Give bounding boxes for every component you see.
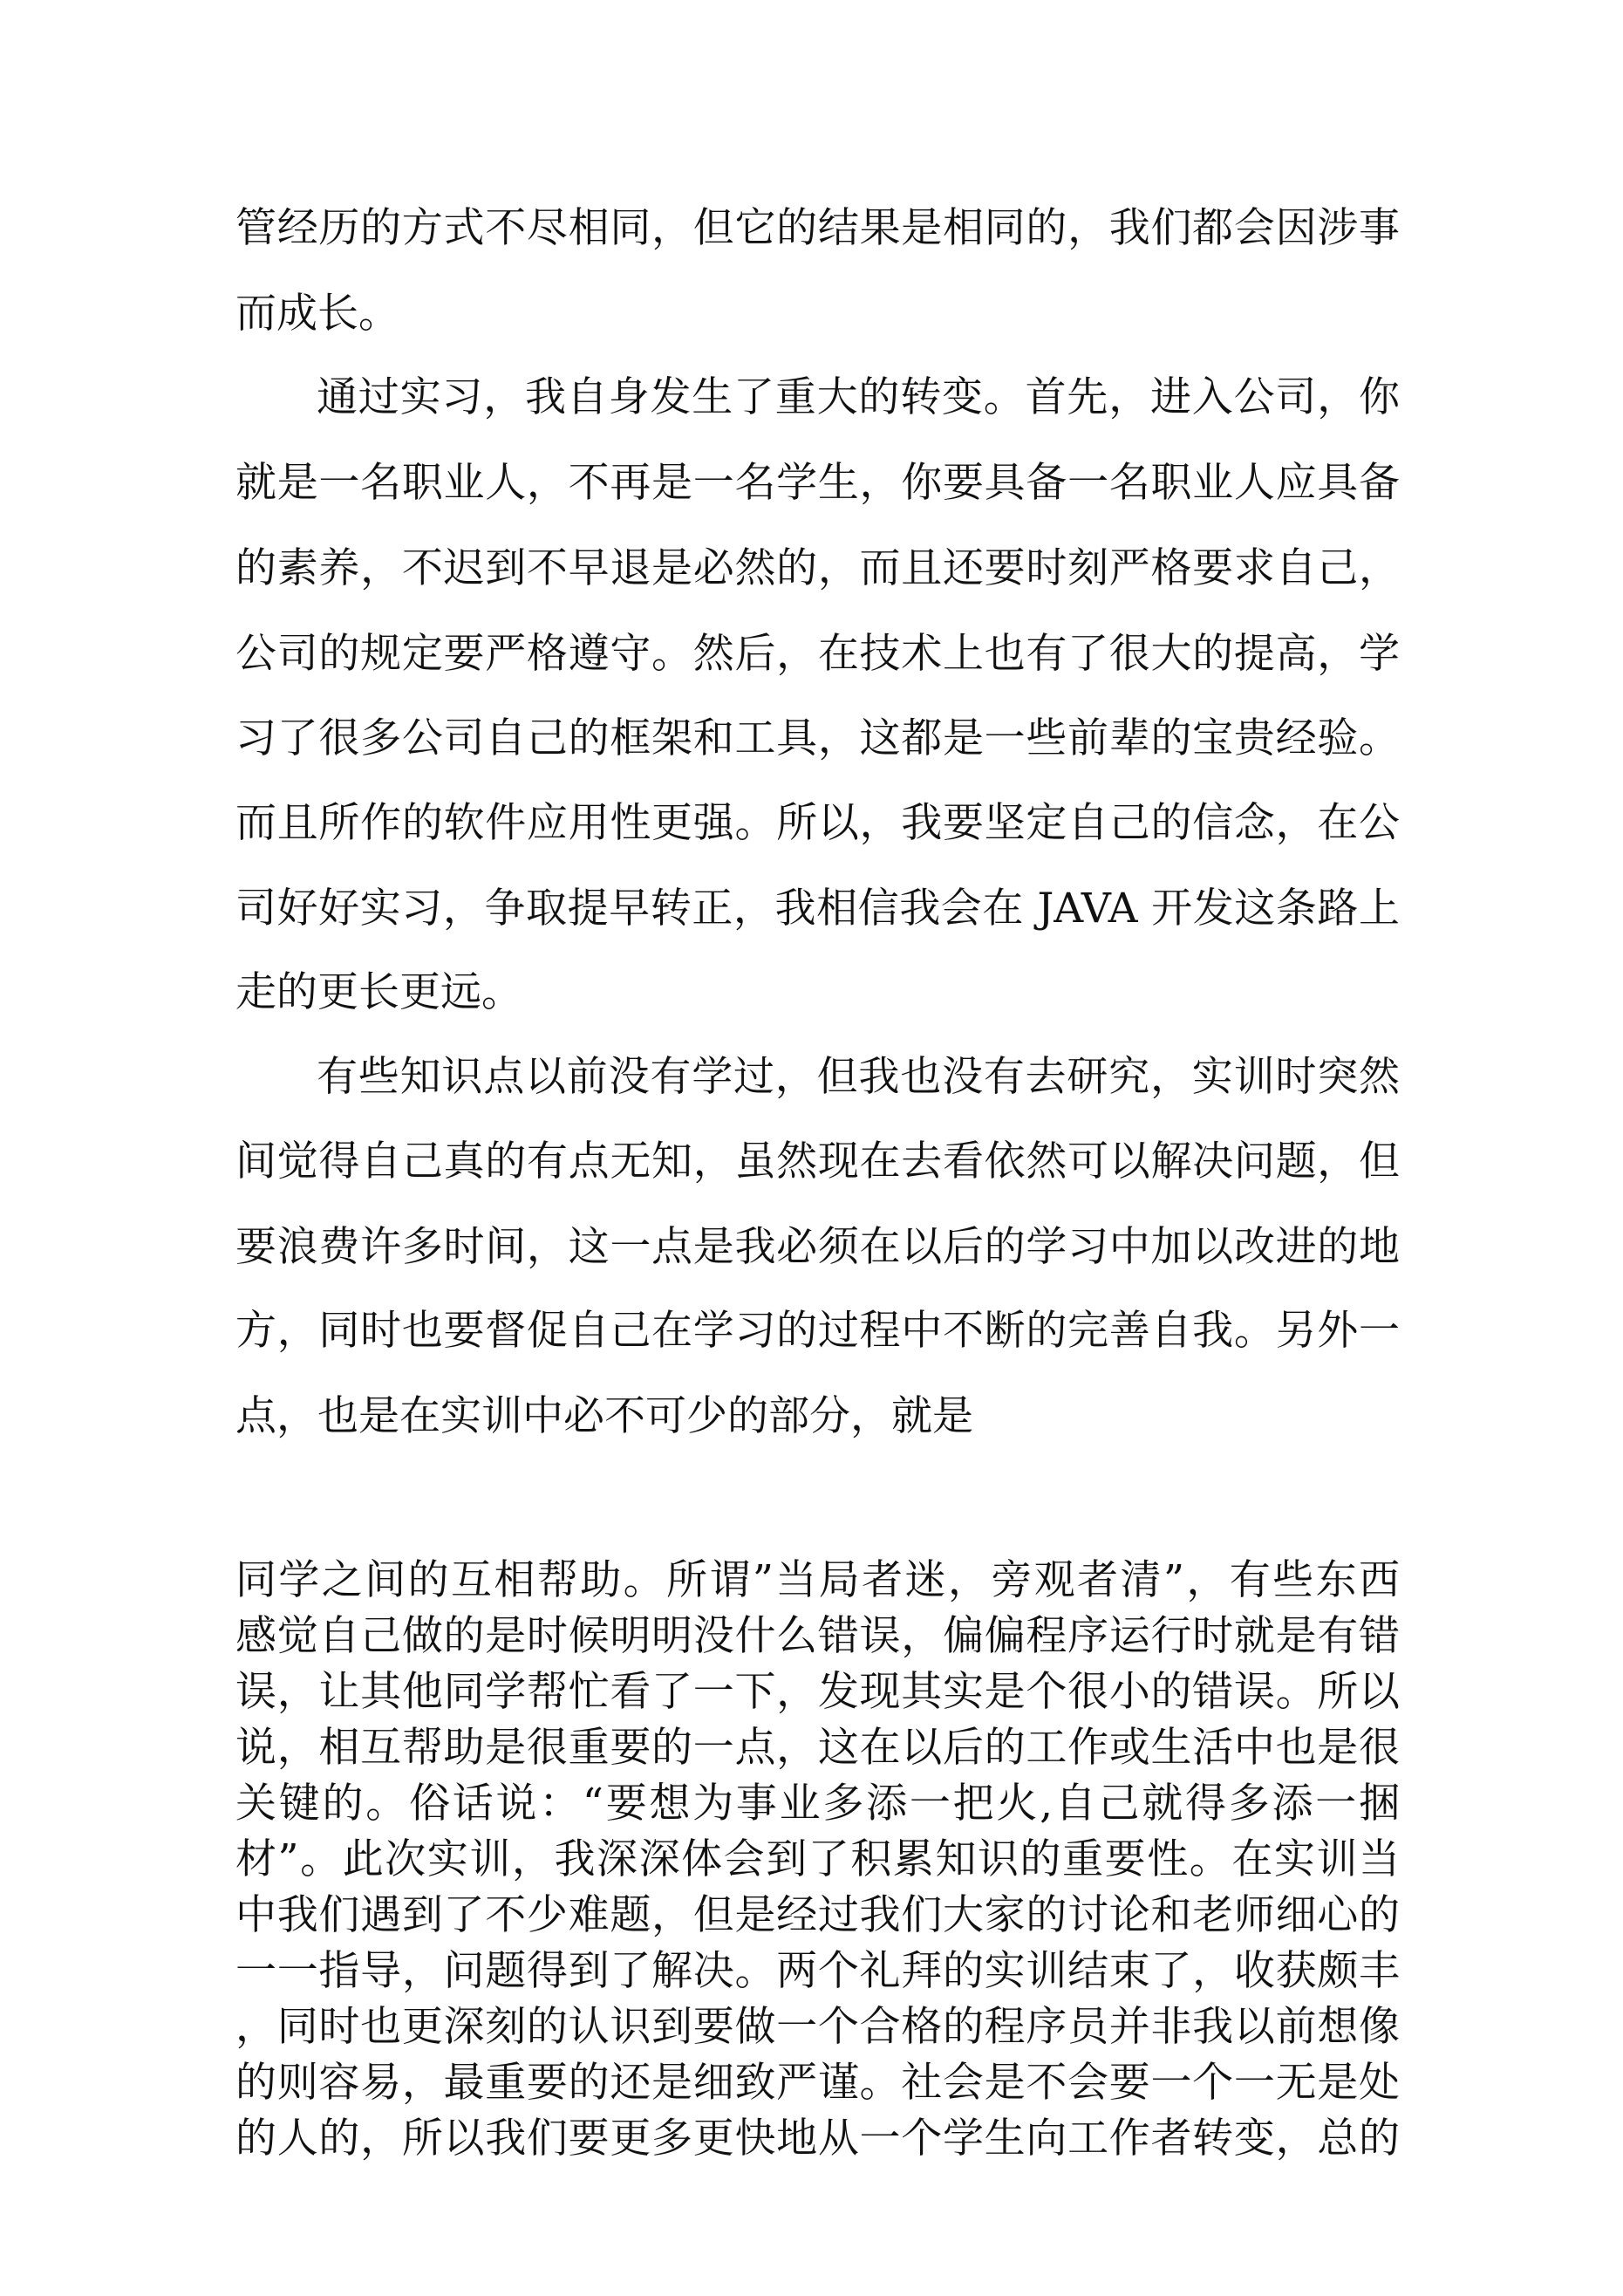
text-line-10: 走的更长更远。 [235, 968, 522, 1016]
text-line-9: 司好好实习，争取提早转正，我相信我会在 JAVA 开发这条路上 [235, 885, 1400, 933]
text-line-16: 同学之间的互相帮助。所谓”当局者迷，旁观者清”，有些东西 [235, 1556, 1400, 1604]
text-line-3: 通过实习，我自身发生了重大的转变。首先，进入公司，你 [317, 373, 1400, 421]
text-line-26: 的人的，所以我们要更多更快地从一个学生向工作者转变，总的 [235, 2115, 1400, 2163]
text-line-14: 方，同时也要督促自己在学习的过程中不断的完善自我。另外一 [235, 1307, 1400, 1355]
text-line-12: 间觉得自己真的有点无知，虽然现在去看依然可以解决问题，但 [235, 1138, 1400, 1186]
text-line-11: 有些知识点以前没有学过，但我也没有去研究，实训时突然 [317, 1053, 1400, 1101]
text-line-20: 关键的。俗话说：“要想为事业多添一把火,自己就得多添一捆 [235, 1780, 1400, 1828]
text-line-23: 一一指导，问题得到了解决。两个礼拜的实训结束了，收获颇丰 [235, 1947, 1400, 1995]
text-line-7: 习了很多公司自己的框架和工具，这都是一些前辈的宝贵经验。 [235, 714, 1400, 762]
text-line-18: 误，让其他同学帮忙看了一下，发现其实是个很小的错误。所以 [235, 1668, 1400, 1716]
text-line-15: 点，也是在实训中必不可少的部分，就是 [235, 1392, 973, 1440]
text-line-19: 说，相互帮助是很重要的一点，这在以后的工作或生活中也是很 [235, 1724, 1400, 1772]
text-line-13: 要浪费许多时间，这一点是我必须在以后的学习中加以改进的地 [235, 1223, 1400, 1271]
text-line-6: 公司的规定要严格遵守。然后，在技术上也有了很大的提高，学 [235, 630, 1400, 678]
text-line-22: 中我们遇到了不少难题，但是经过我们大家的讨论和老师细心的 [235, 1891, 1400, 1939]
text-line-5: 的素养，不迟到不早退是必然的，而且还要时刻严格要求自己， [235, 544, 1400, 592]
text-line-24: ，同时也更深刻的认识到要做一个合格的程序员并非我以前想像 [235, 2003, 1400, 2051]
text-line-2: 而成长。 [235, 290, 399, 338]
text-line-8: 而且所作的软件应用性更强。所以，我要坚定自己的信念，在公 [235, 799, 1400, 847]
text-line-25: 的则容易，最重要的还是细致严谨。社会是不会要一个一无是处 [235, 2059, 1400, 2107]
text-line-4: 就是一名职业人，不再是一名学生，你要具备一名职业人应具备 [235, 459, 1400, 507]
text-line-1: 管经历的方式不尽相同，但它的结果是相同的，我们都会因涉事 [235, 204, 1400, 252]
text-line-17: 感觉自己做的是时候明明没什么错误，偏偏程序运行时就是有错 [235, 1612, 1400, 1660]
text-line-21: 材”。此次实训，我深深体会到了积累知识的重要性。在实训当 [235, 1835, 1400, 1883]
